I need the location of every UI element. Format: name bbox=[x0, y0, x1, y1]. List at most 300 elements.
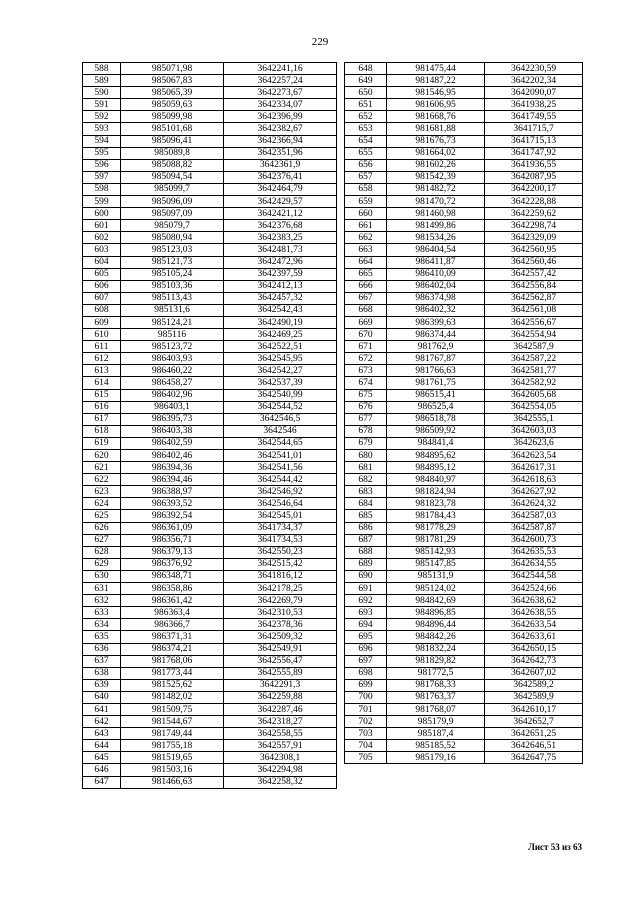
y-coordinate-cell: 3642361,9 bbox=[224, 159, 337, 171]
x-coordinate-cell: 985079,7 bbox=[121, 220, 224, 232]
table-row bbox=[345, 389, 583, 401]
point-number-cell: 594 bbox=[83, 135, 121, 147]
point-number-cell: 680 bbox=[345, 450, 387, 462]
x-coordinate-cell: 981499,86 bbox=[387, 220, 485, 232]
point-number-cell: 671 bbox=[345, 341, 387, 353]
table-row bbox=[83, 583, 337, 595]
table-row bbox=[83, 450, 337, 462]
table-row bbox=[83, 510, 337, 522]
point-number-cell: 659 bbox=[345, 196, 387, 208]
table-row bbox=[345, 87, 583, 99]
y-coordinate-cell: 3642581,77 bbox=[485, 365, 583, 377]
table-row bbox=[83, 462, 337, 474]
y-coordinate-cell: 3642557,91 bbox=[224, 740, 337, 752]
table-row bbox=[345, 171, 583, 183]
point-number-cell: 626 bbox=[83, 522, 121, 534]
point-number-cell: 643 bbox=[83, 728, 121, 740]
x-coordinate-cell: 986403,93 bbox=[121, 353, 224, 365]
y-coordinate-cell: 3642642,73 bbox=[485, 655, 583, 667]
y-coordinate-cell: 3642633,61 bbox=[485, 631, 583, 643]
x-coordinate-cell: 986411,87 bbox=[387, 256, 485, 268]
table-row bbox=[345, 304, 583, 316]
y-coordinate-cell: 3642607,02 bbox=[485, 667, 583, 679]
x-coordinate-cell: 981668,76 bbox=[387, 111, 485, 123]
point-number-cell: 674 bbox=[345, 377, 387, 389]
point-number-cell: 694 bbox=[345, 619, 387, 631]
x-coordinate-cell: 986371,31 bbox=[121, 631, 224, 643]
table-row bbox=[83, 341, 337, 353]
point-number-cell: 588 bbox=[83, 63, 121, 75]
x-coordinate-cell: 981519,65 bbox=[121, 752, 224, 764]
table-row bbox=[345, 147, 583, 159]
y-coordinate-cell: 3642558,55 bbox=[224, 728, 337, 740]
x-coordinate-cell: 986388,97 bbox=[121, 486, 224, 498]
y-coordinate-cell: 3642560,46 bbox=[485, 256, 583, 268]
table-row bbox=[345, 341, 583, 353]
table-row bbox=[345, 462, 583, 474]
point-number-cell: 608 bbox=[83, 304, 121, 316]
y-coordinate-cell: 3642638,55 bbox=[485, 607, 583, 619]
table-row bbox=[83, 111, 337, 123]
point-number-cell: 630 bbox=[83, 570, 121, 582]
point-number-cell: 700 bbox=[345, 691, 387, 703]
table-row bbox=[83, 752, 337, 764]
x-coordinate-cell: 984841,4 bbox=[387, 437, 485, 449]
y-coordinate-cell: 3642273,67 bbox=[224, 87, 337, 99]
point-number-cell: 624 bbox=[83, 498, 121, 510]
table-row bbox=[345, 75, 583, 87]
x-coordinate-cell: 985124,02 bbox=[387, 583, 485, 595]
y-coordinate-cell: 3642544,58 bbox=[485, 570, 583, 582]
table-row bbox=[345, 474, 583, 486]
y-coordinate-cell: 3642633,54 bbox=[485, 619, 583, 631]
table-row bbox=[83, 389, 337, 401]
point-number-cell: 599 bbox=[83, 196, 121, 208]
x-coordinate-cell: 986515,41 bbox=[387, 389, 485, 401]
y-coordinate-cell: 3642546,92 bbox=[224, 486, 337, 498]
y-coordinate-cell: 3642509,32 bbox=[224, 631, 337, 643]
point-number-cell: 638 bbox=[83, 667, 121, 679]
table-row bbox=[83, 220, 337, 232]
table-row bbox=[83, 123, 337, 135]
point-number-cell: 660 bbox=[345, 208, 387, 220]
x-coordinate-cell: 984896,44 bbox=[387, 619, 485, 631]
y-coordinate-cell: 3642515,42 bbox=[224, 558, 337, 570]
point-number-cell: 650 bbox=[345, 87, 387, 99]
table-row bbox=[83, 99, 337, 111]
y-coordinate-cell: 3642546 bbox=[224, 425, 337, 437]
y-coordinate-cell: 3642557,42 bbox=[485, 268, 583, 280]
point-number-cell: 639 bbox=[83, 679, 121, 691]
x-coordinate-cell: 981766,63 bbox=[387, 365, 485, 377]
y-coordinate-cell: 3642382,67 bbox=[224, 123, 337, 135]
point-number-cell: 679 bbox=[345, 437, 387, 449]
table-row bbox=[345, 401, 583, 413]
x-coordinate-cell: 986358,86 bbox=[121, 583, 224, 595]
y-coordinate-cell: 3642600,73 bbox=[485, 534, 583, 546]
point-number-cell: 589 bbox=[83, 75, 121, 87]
y-coordinate-cell: 3642544,42 bbox=[224, 474, 337, 486]
x-coordinate-cell: 985101,68 bbox=[121, 123, 224, 135]
table-row bbox=[345, 244, 583, 256]
x-coordinate-cell: 985088,82 bbox=[121, 159, 224, 171]
point-number-cell: 690 bbox=[345, 570, 387, 582]
y-coordinate-cell: 3642287,46 bbox=[224, 703, 337, 715]
y-coordinate-cell: 3642623,54 bbox=[485, 450, 583, 462]
table-row bbox=[345, 546, 583, 558]
y-coordinate-cell: 3642651,25 bbox=[485, 728, 583, 740]
table-row bbox=[83, 244, 337, 256]
point-number-cell: 618 bbox=[83, 425, 121, 437]
point-number-cell: 669 bbox=[345, 316, 387, 328]
y-coordinate-cell: 3641816,12 bbox=[224, 570, 337, 582]
y-coordinate-cell: 3642549,91 bbox=[224, 643, 337, 655]
point-number-cell: 676 bbox=[345, 401, 387, 413]
x-coordinate-cell: 985059,63 bbox=[121, 99, 224, 111]
table-row bbox=[345, 450, 583, 462]
table-row bbox=[83, 365, 337, 377]
table-row bbox=[83, 776, 337, 788]
point-number-cell: 692 bbox=[345, 595, 387, 607]
table-row bbox=[83, 703, 337, 715]
table-row bbox=[345, 425, 583, 437]
y-coordinate-cell: 3641715,13 bbox=[485, 135, 583, 147]
point-number-cell: 685 bbox=[345, 510, 387, 522]
x-coordinate-cell: 981768,07 bbox=[387, 703, 485, 715]
point-number-cell: 653 bbox=[345, 123, 387, 135]
table-row bbox=[83, 208, 337, 220]
coordinates-table-left bbox=[82, 62, 337, 789]
point-number-cell: 596 bbox=[83, 159, 121, 171]
y-coordinate-cell: 3642298,74 bbox=[485, 220, 583, 232]
point-number-cell: 623 bbox=[83, 486, 121, 498]
table-row bbox=[83, 546, 337, 558]
x-coordinate-cell: 981773,44 bbox=[121, 667, 224, 679]
y-coordinate-cell: 3642202,34 bbox=[485, 75, 583, 87]
y-coordinate-cell: 3642090,07 bbox=[485, 87, 583, 99]
y-coordinate-cell: 3641936,55 bbox=[485, 159, 583, 171]
table-row bbox=[345, 353, 583, 365]
x-coordinate-cell: 986410,09 bbox=[387, 268, 485, 280]
x-coordinate-cell: 984842,69 bbox=[387, 595, 485, 607]
point-number-cell: 691 bbox=[345, 583, 387, 595]
y-coordinate-cell: 3642587,03 bbox=[485, 510, 583, 522]
y-coordinate-cell: 3642545,01 bbox=[224, 510, 337, 522]
point-number-cell: 657 bbox=[345, 171, 387, 183]
y-coordinate-cell: 3642562,87 bbox=[485, 292, 583, 304]
point-number-cell: 678 bbox=[345, 425, 387, 437]
y-coordinate-cell: 3642555,89 bbox=[224, 667, 337, 679]
table-row bbox=[345, 280, 583, 292]
point-number-cell: 661 bbox=[345, 220, 387, 232]
point-number-cell: 593 bbox=[83, 123, 121, 135]
y-coordinate-cell: 3642544,65 bbox=[224, 437, 337, 449]
y-coordinate-cell: 3642524,66 bbox=[485, 583, 583, 595]
table-row bbox=[345, 329, 583, 341]
point-number-cell: 681 bbox=[345, 462, 387, 474]
table-row bbox=[345, 377, 583, 389]
y-coordinate-cell: 3642397,59 bbox=[224, 268, 337, 280]
x-coordinate-cell: 981772,5 bbox=[387, 667, 485, 679]
table-row bbox=[345, 752, 583, 764]
point-number-cell: 688 bbox=[345, 546, 387, 558]
y-coordinate-cell: 3642545,95 bbox=[224, 353, 337, 365]
x-coordinate-cell: 986509,92 bbox=[387, 425, 485, 437]
table-row bbox=[345, 63, 583, 75]
point-number-cell: 693 bbox=[345, 607, 387, 619]
x-coordinate-cell: 986376,92 bbox=[121, 558, 224, 570]
point-number-cell: 590 bbox=[83, 87, 121, 99]
point-number-cell: 684 bbox=[345, 498, 387, 510]
x-coordinate-cell: 981470,72 bbox=[387, 196, 485, 208]
table-row bbox=[345, 99, 583, 111]
x-coordinate-cell: 985187,4 bbox=[387, 728, 485, 740]
point-number-cell: 697 bbox=[345, 655, 387, 667]
x-coordinate-cell: 985096,41 bbox=[121, 135, 224, 147]
table-row bbox=[83, 595, 337, 607]
point-number-cell: 633 bbox=[83, 607, 121, 619]
table-row bbox=[83, 232, 337, 244]
y-coordinate-cell: 3642587,9 bbox=[485, 341, 583, 353]
point-number-cell: 686 bbox=[345, 522, 387, 534]
point-number-cell: 705 bbox=[345, 752, 387, 764]
y-coordinate-cell: 3642541,56 bbox=[224, 462, 337, 474]
point-number-cell: 658 bbox=[345, 183, 387, 195]
y-coordinate-cell: 3642555,1 bbox=[485, 413, 583, 425]
point-number-cell: 644 bbox=[83, 740, 121, 752]
point-number-cell: 648 bbox=[345, 63, 387, 75]
table-row bbox=[83, 498, 337, 510]
point-number-cell: 683 bbox=[345, 486, 387, 498]
table-row bbox=[83, 329, 337, 341]
table-row bbox=[345, 643, 583, 655]
point-number-cell: 615 bbox=[83, 389, 121, 401]
table-row bbox=[345, 256, 583, 268]
y-coordinate-cell: 3641715,7 bbox=[485, 123, 583, 135]
x-coordinate-cell: 986404,54 bbox=[387, 244, 485, 256]
table-row bbox=[83, 728, 337, 740]
table-row bbox=[345, 232, 583, 244]
point-number-cell: 620 bbox=[83, 450, 121, 462]
point-number-cell: 698 bbox=[345, 667, 387, 679]
x-coordinate-cell: 981482,72 bbox=[387, 183, 485, 195]
y-coordinate-cell: 3642522,51 bbox=[224, 341, 337, 353]
point-number-cell: 613 bbox=[83, 365, 121, 377]
y-coordinate-cell: 3642617,31 bbox=[485, 462, 583, 474]
y-coordinate-cell: 3642376,68 bbox=[224, 220, 337, 232]
table-row bbox=[83, 413, 337, 425]
point-number-cell: 663 bbox=[345, 244, 387, 256]
x-coordinate-cell: 981534,26 bbox=[387, 232, 485, 244]
table-row bbox=[345, 498, 583, 510]
table-row bbox=[83, 75, 337, 87]
coordinates-table-right bbox=[344, 62, 583, 764]
y-coordinate-cell: 3642560,95 bbox=[485, 244, 583, 256]
point-number-cell: 655 bbox=[345, 147, 387, 159]
table-row bbox=[83, 522, 337, 534]
y-coordinate-cell: 3642542,43 bbox=[224, 304, 337, 316]
table-row bbox=[345, 316, 583, 328]
x-coordinate-cell: 984895,62 bbox=[387, 450, 485, 462]
point-number-cell: 595 bbox=[83, 147, 121, 159]
y-coordinate-cell: 3642542,27 bbox=[224, 365, 337, 377]
x-coordinate-cell: 981460,98 bbox=[387, 208, 485, 220]
y-coordinate-cell: 3642618,63 bbox=[485, 474, 583, 486]
y-coordinate-cell: 3642587,22 bbox=[485, 353, 583, 365]
point-number-cell: 621 bbox=[83, 462, 121, 474]
y-coordinate-cell: 3642554,94 bbox=[485, 329, 583, 341]
point-number-cell: 667 bbox=[345, 292, 387, 304]
y-coordinate-cell: 3642537,39 bbox=[224, 377, 337, 389]
y-coordinate-cell: 3642376,41 bbox=[224, 171, 337, 183]
table-row bbox=[83, 304, 337, 316]
x-coordinate-cell: 981832,24 bbox=[387, 643, 485, 655]
y-coordinate-cell: 3642200,17 bbox=[485, 183, 583, 195]
y-coordinate-cell: 3642241,16 bbox=[224, 63, 337, 75]
table-row bbox=[83, 474, 337, 486]
x-coordinate-cell: 984896,85 bbox=[387, 607, 485, 619]
y-coordinate-cell: 3642472,96 bbox=[224, 256, 337, 268]
x-coordinate-cell: 981781,29 bbox=[387, 534, 485, 546]
y-coordinate-cell: 3642383,25 bbox=[224, 232, 337, 244]
point-number-cell: 702 bbox=[345, 716, 387, 728]
x-coordinate-cell: 981755,18 bbox=[121, 740, 224, 752]
y-coordinate-cell: 3642087,95 bbox=[485, 171, 583, 183]
table-row bbox=[345, 196, 583, 208]
table-row bbox=[83, 377, 337, 389]
point-number-cell: 607 bbox=[83, 292, 121, 304]
y-coordinate-cell: 3642291,3 bbox=[224, 679, 337, 691]
table-row bbox=[345, 703, 583, 715]
x-coordinate-cell: 986392,54 bbox=[121, 510, 224, 522]
x-coordinate-cell: 981542,39 bbox=[387, 171, 485, 183]
y-coordinate-cell: 3642294,98 bbox=[224, 764, 337, 776]
x-coordinate-cell: 981762,9 bbox=[387, 341, 485, 353]
point-number-cell: 631 bbox=[83, 583, 121, 595]
y-coordinate-cell: 3642627,92 bbox=[485, 486, 583, 498]
y-coordinate-cell: 3642652,7 bbox=[485, 716, 583, 728]
y-coordinate-cell: 3642546,5 bbox=[224, 413, 337, 425]
y-coordinate-cell: 3642378,36 bbox=[224, 619, 337, 631]
x-coordinate-cell: 984895,12 bbox=[387, 462, 485, 474]
table-row bbox=[345, 607, 583, 619]
point-number-cell: 612 bbox=[83, 353, 121, 365]
table-row bbox=[83, 147, 337, 159]
table-row bbox=[83, 316, 337, 328]
table-row bbox=[83, 607, 337, 619]
x-coordinate-cell: 981749,44 bbox=[121, 728, 224, 740]
x-coordinate-cell: 981482,02 bbox=[121, 691, 224, 703]
point-number-cell: 628 bbox=[83, 546, 121, 558]
point-number-cell: 597 bbox=[83, 171, 121, 183]
point-number-cell: 703 bbox=[345, 728, 387, 740]
point-number-cell: 592 bbox=[83, 111, 121, 123]
y-coordinate-cell: 3641734,37 bbox=[224, 522, 337, 534]
x-coordinate-cell: 981761,75 bbox=[387, 377, 485, 389]
x-coordinate-cell: 985067,83 bbox=[121, 75, 224, 87]
table-row bbox=[345, 135, 583, 147]
x-coordinate-cell: 985071,98 bbox=[121, 63, 224, 75]
point-number-cell: 668 bbox=[345, 304, 387, 316]
y-coordinate-cell: 3642605,68 bbox=[485, 389, 583, 401]
point-number-cell: 696 bbox=[345, 643, 387, 655]
y-coordinate-cell: 3642541,01 bbox=[224, 450, 337, 462]
x-coordinate-cell: 985105,24 bbox=[121, 268, 224, 280]
y-coordinate-cell: 3642464,79 bbox=[224, 183, 337, 195]
x-coordinate-cell: 986393,52 bbox=[121, 498, 224, 510]
y-coordinate-cell: 3642334,07 bbox=[224, 99, 337, 111]
x-coordinate-cell: 986458,27 bbox=[121, 377, 224, 389]
x-coordinate-cell: 986403,38 bbox=[121, 425, 224, 437]
point-number-cell: 617 bbox=[83, 413, 121, 425]
y-coordinate-cell: 3642556,47 bbox=[224, 655, 337, 667]
table-row bbox=[345, 655, 583, 667]
y-coordinate-cell: 3642429,57 bbox=[224, 196, 337, 208]
table-row bbox=[83, 534, 337, 546]
x-coordinate-cell: 986402,04 bbox=[387, 280, 485, 292]
y-coordinate-cell: 3642635,53 bbox=[485, 546, 583, 558]
y-coordinate-cell: 3642650,15 bbox=[485, 643, 583, 655]
y-coordinate-cell: 3642310,53 bbox=[224, 607, 337, 619]
x-coordinate-cell: 985179,9 bbox=[387, 716, 485, 728]
y-coordinate-cell: 3642623,6 bbox=[485, 437, 583, 449]
table-row bbox=[83, 425, 337, 437]
x-coordinate-cell: 981681,88 bbox=[387, 123, 485, 135]
table-row bbox=[83, 667, 337, 679]
table-row bbox=[83, 716, 337, 728]
y-coordinate-cell: 3642589,9 bbox=[485, 691, 583, 703]
point-number-cell: 605 bbox=[83, 268, 121, 280]
y-coordinate-cell: 3642540,99 bbox=[224, 389, 337, 401]
table-row bbox=[345, 268, 583, 280]
x-coordinate-cell: 986402,46 bbox=[121, 450, 224, 462]
x-coordinate-cell: 986402,32 bbox=[387, 304, 485, 316]
table-row bbox=[345, 716, 583, 728]
y-coordinate-cell: 3642421,12 bbox=[224, 208, 337, 220]
x-coordinate-cell: 985116 bbox=[121, 329, 224, 341]
point-number-cell: 637 bbox=[83, 655, 121, 667]
x-coordinate-cell: 986374,21 bbox=[121, 643, 224, 655]
y-coordinate-cell: 3642647,75 bbox=[485, 752, 583, 764]
point-number-cell: 635 bbox=[83, 631, 121, 643]
x-coordinate-cell: 986403,1 bbox=[121, 401, 224, 413]
point-number-cell: 656 bbox=[345, 159, 387, 171]
y-coordinate-cell: 3642550,23 bbox=[224, 546, 337, 558]
table-row bbox=[345, 667, 583, 679]
table-row bbox=[345, 413, 583, 425]
y-coordinate-cell: 3641938,25 bbox=[485, 99, 583, 111]
x-coordinate-cell: 985113,43 bbox=[121, 292, 224, 304]
point-number-cell: 602 bbox=[83, 232, 121, 244]
table-row bbox=[83, 486, 337, 498]
point-number-cell: 689 bbox=[345, 558, 387, 570]
table-row bbox=[345, 570, 583, 582]
page-number: 229 bbox=[311, 36, 329, 48]
table-row bbox=[345, 619, 583, 631]
y-coordinate-cell: 3642258,32 bbox=[224, 776, 337, 788]
x-coordinate-cell: 981544,67 bbox=[121, 716, 224, 728]
y-coordinate-cell: 3642269,79 bbox=[224, 595, 337, 607]
point-number-cell: 652 bbox=[345, 111, 387, 123]
point-number-cell: 699 bbox=[345, 679, 387, 691]
y-coordinate-cell: 3642587,87 bbox=[485, 522, 583, 534]
x-coordinate-cell: 985080,94 bbox=[121, 232, 224, 244]
table-row bbox=[83, 135, 337, 147]
table-row bbox=[345, 486, 583, 498]
x-coordinate-cell: 981784,43 bbox=[387, 510, 485, 522]
table-row bbox=[83, 268, 337, 280]
x-coordinate-cell: 986379,13 bbox=[121, 546, 224, 558]
